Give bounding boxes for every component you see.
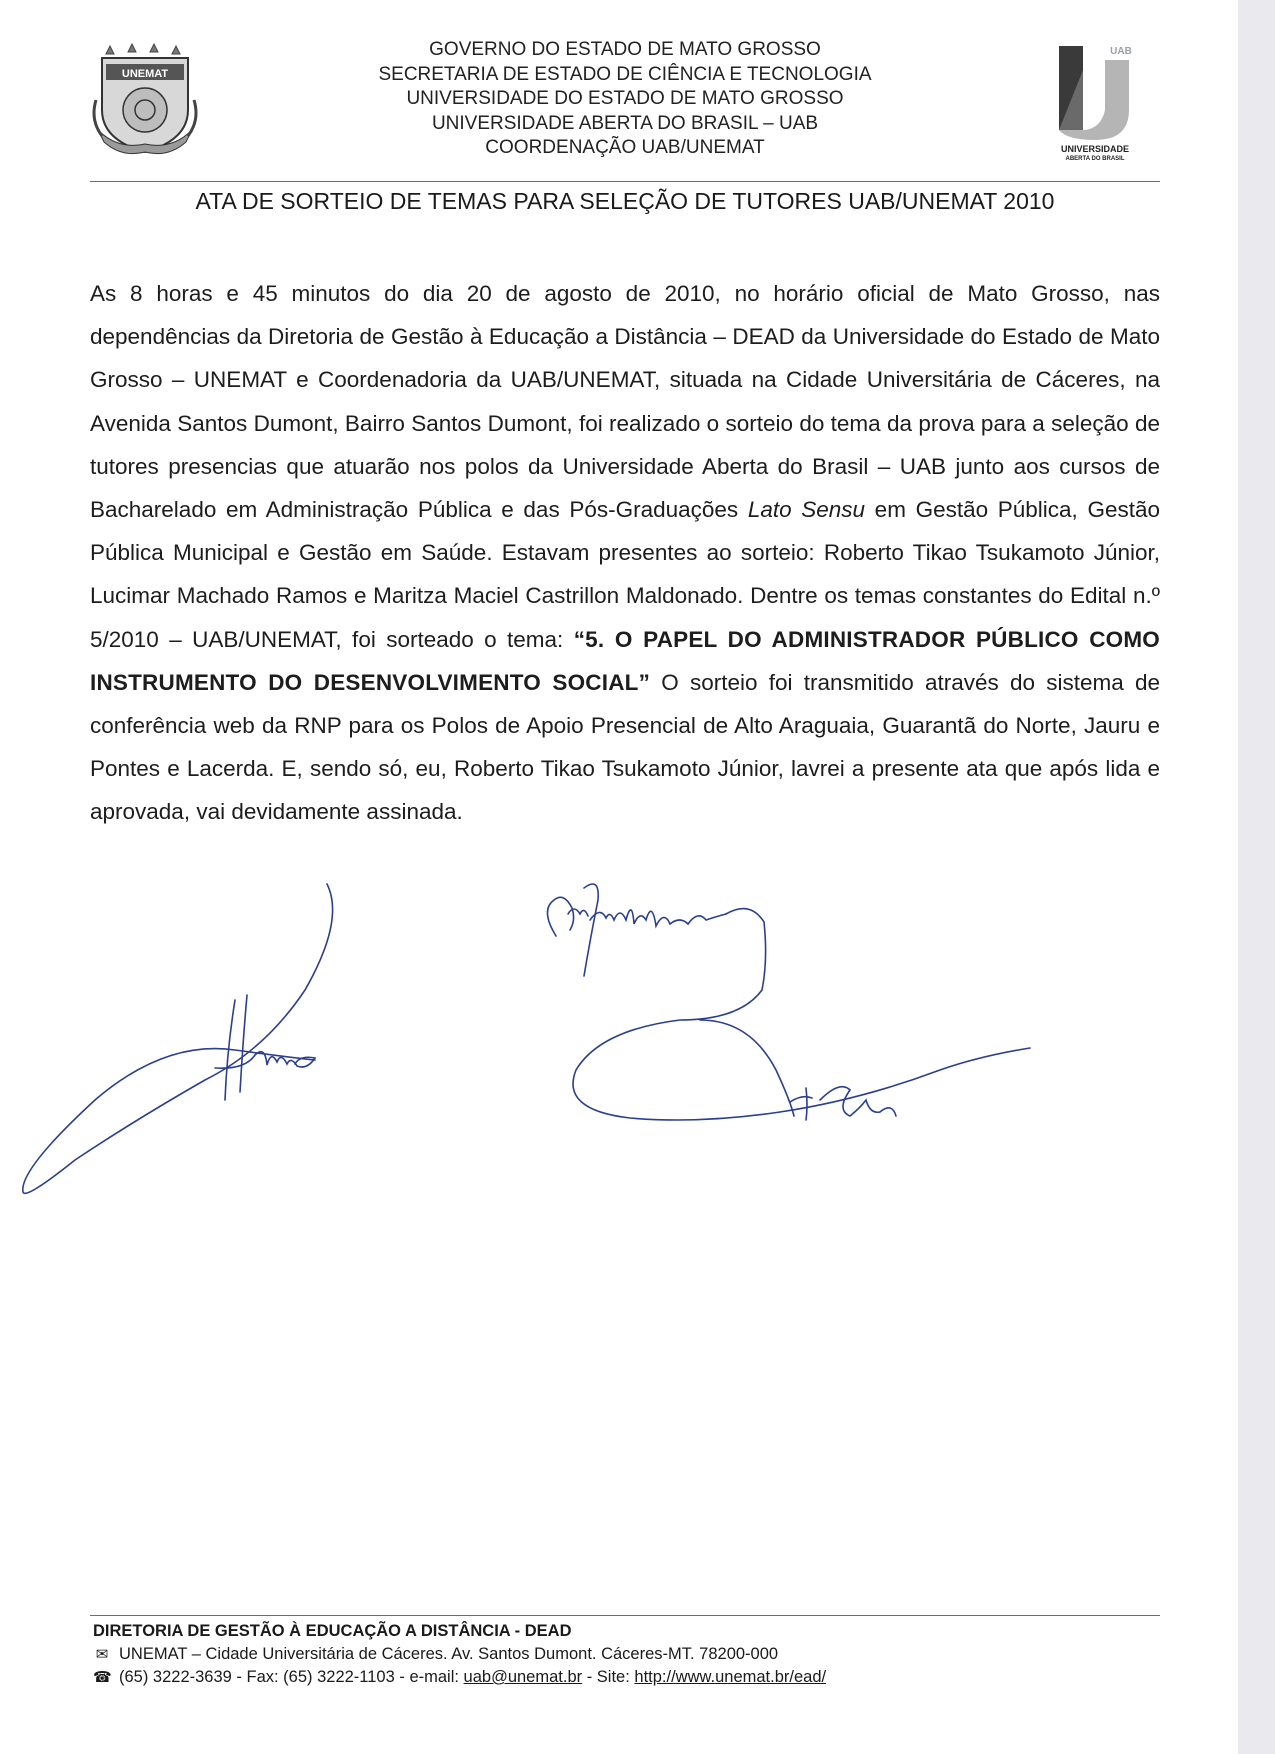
signature-right bbox=[540, 880, 1040, 1140]
unemat-logo bbox=[88, 40, 202, 160]
body-text-part-1: As 8 horas e 45 minutos do dia 20 de agosto de 2010, no horário oficial de Mato Grosso, nas dependências da Diretoria de Gestão à Educação a Distância – DEAD da Universidade do Estado de Mato Grosso – UNEMAT e Coordenadoria da UAB/UNEMAT, situada na Cidade Universitária de Cáceres, na Avenida Santos Dumont, Bairro Santos Dumont, foi realizado o sorteio do tema da prova para a seleção de tutores presencias que atuarão nos polos da Universidade Aberta do Brasil – UAB junto aos cursos de Bacharelado em Administração Pública e das Pós-Graduações bbox=[90, 281, 1160, 523]
header-line-2: SECRETARIA DE ESTADO DE CIÊNCIA E TECNOLOGIA bbox=[378, 63, 872, 85]
footer-divider bbox=[90, 1615, 1160, 1616]
footer-phone: (65) 3222-3639 - Fax: (65) 3222-1103 - e-mail: bbox=[119, 1668, 464, 1686]
body-text-part-2: em Gestão Pública, Gestão Pública Municipal e Gestão em Saúde. Estavam presentes ao sorteio: Roberto Tikao Tsukamoto Júnior, Lucimar Machado Ramos e Maritza Maciel Castrillon Maldonado. Dentre os temas constantes do Edital n.º 5/2010 – UAB/UNEMAT, foi sorteado o tema: bbox=[90, 497, 1160, 652]
signature-left bbox=[15, 880, 345, 1220]
document-title: ATA DE SORTEIO DE TEMAS PARA SELEÇÃO DE TUTORES UAB/UNEMAT 2010 bbox=[195, 188, 1055, 214]
scan-edge bbox=[1238, 0, 1275, 1754]
footer-site-link[interactable]: http://www.unemat.br/ead/ bbox=[634, 1668, 827, 1686]
envelope-icon: ✉ bbox=[95, 1646, 109, 1663]
svg-text:UNEMAT: UNEMAT bbox=[121, 68, 169, 80]
svg-text:ABERTA DO BRASIL: ABERTA DO BRASIL bbox=[1065, 156, 1125, 160]
header-line-1: GOVERNO DO ESTADO DE MATO GROSSO bbox=[429, 39, 821, 60]
minutes-body bbox=[90, 272, 1160, 834]
footer-email-link[interactable]: uab@unemat.br bbox=[463, 1668, 583, 1686]
header-line-5: COORDENAÇÃO UAB/UNEMAT bbox=[485, 137, 765, 158]
footer-department: DIRETORIA DE GESTÃO À EDUCAÇÃO A DISTÂNCIA - DEAD bbox=[93, 1622, 572, 1640]
telephone-icon: ☎ bbox=[93, 1669, 112, 1686]
header-institution bbox=[300, 38, 950, 161]
footer-address-line bbox=[93, 1643, 1153, 1666]
footer-address: UNEMAT – Cidade Universitária de Cáceres. Av. Santos Dumont. Cáceres-MT. 78200-000 bbox=[119, 1645, 779, 1663]
footer-site-label: - Site: bbox=[582, 1668, 635, 1686]
footer-contact-line bbox=[93, 1666, 1153, 1689]
svg-text:UAB: UAB bbox=[1110, 46, 1132, 57]
header-line-3: UNIVERSIDADE DO ESTADO DE MATO GROSSO bbox=[406, 88, 844, 109]
svg-text:UNIVERSIDADE: UNIVERSIDADE bbox=[1060, 144, 1130, 154]
body-text-part-3: O sorteio foi transmitido através do sistema de conferência web da RNP para os Polos de Apoio Presencial de Alto Araguaia, Guarantã do Norte, Jauru e Pontes e Lacerda. E, sendo só, eu, Roberto Tikao Tsukamoto Júnior, lavrei a presente ata que após lida e aprovada, vai devidamente assinada. bbox=[90, 669, 1160, 825]
selected-theme: “5. O PAPEL DO ADMINISTRADOR PÚBLICO COMO INSTRUMENTO DO DESENVOLVIMENTO SOCIAL” bbox=[90, 626, 1160, 695]
header-divider bbox=[90, 181, 1160, 182]
body-italic-term: Lato Sensu bbox=[747, 497, 866, 523]
uab-logo bbox=[1045, 40, 1147, 160]
header-line-4: UNIVERSIDADE ABERTA DO BRASIL – UAB bbox=[431, 112, 819, 134]
footer bbox=[93, 1620, 1153, 1689]
